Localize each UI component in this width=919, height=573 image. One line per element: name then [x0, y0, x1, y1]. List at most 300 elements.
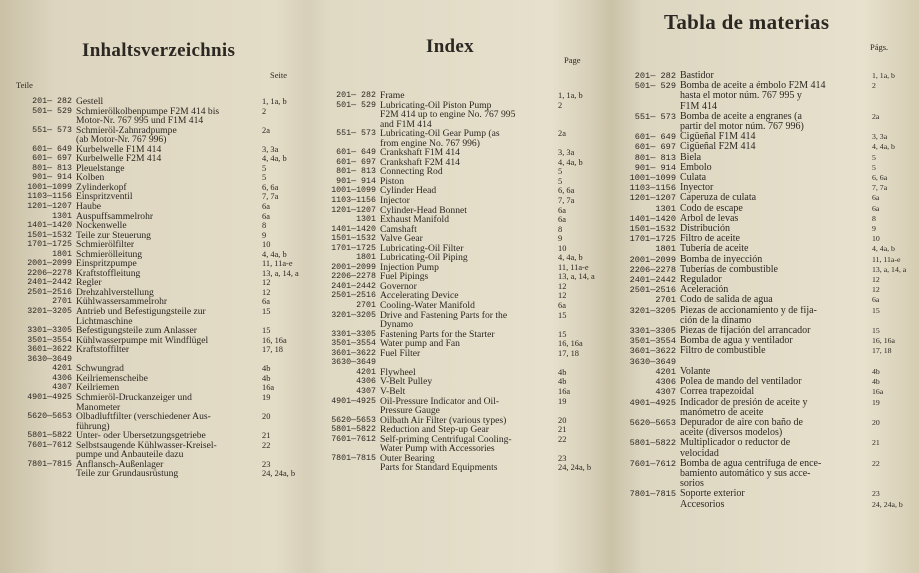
part-number-range: 2001—2099	[27, 259, 72, 269]
index-entry	[318, 177, 600, 187]
index-entry	[14, 259, 304, 269]
page-reference: 5	[872, 162, 876, 172]
entry-description: Befestigungsteile zum Anlasser	[76, 326, 197, 336]
page-reference: 4, 4a, b	[558, 157, 583, 167]
entry-description: Codo de salida de agua	[680, 295, 773, 306]
entry-description: Lubricating-Oil Filter	[380, 243, 464, 254]
index-entry	[612, 234, 908, 244]
index-entry	[612, 214, 908, 224]
part-number-range: 7801—7815	[27, 459, 72, 469]
part-number-range: 3601—3622	[27, 345, 72, 355]
index-entry	[318, 244, 600, 254]
index-entry	[318, 454, 600, 464]
page-title: Inhaltsverzeichnis	[82, 40, 236, 61]
entry-description: Self-priming Centrifugal Cooling- Water Pump with Accessories	[380, 434, 512, 454]
page-reference: 1, 1a, b	[872, 71, 895, 80]
index-entry	[14, 412, 304, 431]
entry-description: V-Belt	[380, 386, 406, 397]
index-entry	[318, 397, 600, 416]
entry-description: Schmieröl-Zahnradpumpe (ab Motor-Nr. 767 996)	[76, 125, 177, 145]
page-reference: 12	[558, 281, 567, 291]
page-reference: 15	[262, 307, 271, 317]
index-entry	[612, 132, 908, 142]
part-number-range: 551— 573	[32, 125, 72, 135]
index-entry	[612, 398, 908, 418]
part-number-range: 501— 529	[32, 106, 72, 116]
part-number-range: 2206—2278	[629, 264, 676, 275]
entry-description: Unter- oder Übersetzungsgetriebe	[76, 431, 206, 441]
entry-description: Kühlwassersammelrohr	[76, 297, 168, 308]
entry-description: Distribución	[680, 224, 730, 235]
column-header-page: Page	[564, 55, 581, 65]
entry-description: Bastidor	[680, 71, 714, 81]
index-entry	[14, 336, 304, 346]
entry-description: V-Belt Pulley	[380, 377, 433, 387]
index-entry	[612, 346, 908, 356]
entry-description: Filtro de aceite	[680, 234, 740, 245]
index-entry	[318, 387, 600, 397]
index-entry	[318, 167, 600, 177]
page-reference: 15	[872, 326, 880, 336]
index-entry	[318, 225, 600, 235]
index-entry	[612, 265, 908, 275]
entry-description: Fuel Pipings	[380, 272, 429, 282]
page-reference: 11, 11a-e	[872, 254, 901, 264]
entry-description: Frame	[380, 91, 405, 101]
entry-description: Cooling-Water Manifold	[380, 301, 475, 311]
part-number-range: 1401—1420	[331, 224, 376, 234]
entry-description: Bomba de aceite a émbolo F2M 414 hasta el motor núm. 767 995 y F1M 414	[680, 81, 826, 112]
index-entry	[14, 355, 304, 365]
part-number-range: 4306	[52, 373, 72, 383]
page-reference: 15	[262, 326, 271, 336]
index-entry	[612, 357, 908, 367]
part-number-range: 901— 914	[32, 173, 72, 183]
page-reference: 2a	[262, 125, 270, 135]
index-entry	[14, 460, 304, 470]
index-entry	[612, 193, 908, 203]
entry-description: Reduction and Step-up Gear	[380, 425, 489, 435]
page-reference: 12	[262, 287, 271, 297]
part-number-range: 7601—7612	[331, 434, 376, 444]
page-reference: 7, 7a	[872, 183, 888, 193]
page-reference: 12	[872, 275, 880, 285]
part-number-range: 2701	[356, 301, 376, 311]
part-number-range: 3201—3205	[331, 310, 376, 320]
page-reference: 6a	[262, 202, 270, 212]
part-number-range: 601— 649	[336, 148, 376, 158]
page-reference: 24, 24a, b	[558, 463, 592, 473]
part-number-range: 4306	[356, 377, 376, 387]
entry-description: Oilbath Air Filter (various types)	[380, 415, 507, 426]
index-entry	[318, 186, 600, 196]
entry-description: Soporte exterior	[680, 489, 745, 500]
entry-description: Injection Pump	[380, 262, 439, 273]
part-number-range: 1401—1420	[27, 221, 72, 231]
page-reference: 11, 11a-e	[558, 262, 589, 272]
page-reference: 3, 3a	[872, 132, 888, 142]
part-number-range: 2206—2278	[331, 272, 376, 282]
part-number-range: 5620—5653	[331, 415, 376, 425]
page-reference: 20	[262, 412, 271, 422]
index-entry	[14, 307, 304, 326]
part-number-range: 3601—3622	[331, 348, 376, 358]
page-reference: 17, 18	[262, 345, 283, 355]
page-reference: 6, 6a	[262, 182, 279, 192]
page-reference: 23	[558, 453, 567, 463]
part-number-range: 551— 573	[634, 111, 676, 122]
part-number-range: 3601—3622	[629, 346, 676, 357]
entry-description: Depurador de aire con baño de aceite (diversos modelos)	[680, 417, 803, 439]
entry-description: Flywheel	[380, 367, 416, 378]
entry-description: Bomba de inyección	[680, 254, 763, 265]
part-number-range: 4307	[356, 386, 376, 396]
entry-description: Bomba de agua y ventilador	[680, 336, 793, 347]
entry-description: Volante	[680, 366, 711, 377]
entry-description: Connecting Rod	[380, 167, 443, 177]
part-number-range: 7801—7815	[331, 453, 376, 463]
page-reference: 20	[872, 417, 880, 427]
entry-description: Piezas de fijación del arrancador	[680, 326, 811, 337]
entry-description: Valve Gear	[380, 234, 423, 244]
entry-description: Lubricating-Oil Piston Pump F2M 414 up to engine No. 767 995 and F1M 414	[380, 100, 516, 130]
part-number-range: 1201—1207	[27, 202, 72, 212]
entry-description: Auspuffsammelrohr	[76, 211, 154, 222]
page-english	[318, 0, 600, 573]
index-entry	[612, 163, 908, 173]
part-number-range: 1103—1156	[27, 192, 72, 202]
index-entry	[318, 148, 600, 158]
index-entry	[14, 192, 304, 202]
part-number-range: 1701—1725	[27, 240, 72, 250]
index-entry	[14, 212, 304, 222]
part-number-range: 3301—3305	[629, 326, 676, 337]
part-number-range: 1401—1420	[629, 213, 676, 224]
entry-description: Camshaft	[380, 224, 417, 235]
index-entry	[14, 469, 304, 479]
page-reference: 13, a, 14, a	[558, 272, 595, 282]
entry-description: Schmierölleitung	[76, 249, 143, 260]
page-reference: 23	[262, 459, 271, 469]
entry-description: Oil-Pressure Indicator and Oil- Pressure Gauge	[380, 396, 500, 416]
entry-description: Antrieb und Befestigungsteile zur Lichtmaschine	[76, 307, 206, 327]
part-number-range: 7801—7815	[629, 489, 676, 500]
page-reference: 6a	[262, 211, 270, 221]
part-number-range: 7601—7612	[629, 458, 676, 469]
page-reference: 15	[558, 310, 567, 320]
part-number-range: 2401—2442	[27, 278, 72, 288]
entry-description: Kühlwasserpumpe mit Windflügel	[76, 335, 209, 346]
index-list	[318, 91, 600, 473]
part-number-range: 5620—5653	[27, 412, 72, 422]
part-number-range: 1501—1532	[331, 234, 376, 244]
page-reference: 4b	[262, 364, 271, 374]
part-number-range: 1201—1207	[629, 193, 676, 204]
page-reference: 6a	[872, 203, 880, 213]
part-number-range: 2501—2516	[27, 287, 72, 297]
index-entry	[612, 438, 908, 458]
page-reference: 16, 16a	[558, 339, 583, 349]
page-reference: 6, 6a	[558, 186, 575, 196]
entry-description: Regler	[76, 278, 102, 288]
part-number-range: 7601—7612	[27, 440, 72, 450]
entry-description: Nockenwelle	[76, 221, 127, 231]
entry-description: Correa trapezoidal	[680, 387, 755, 398]
entry-description: Árbol de levas	[680, 213, 739, 224]
entry-description: Parts for Standard Equipments	[380, 463, 498, 473]
page-reference: 6a	[558, 301, 566, 311]
page-reference: 6a	[872, 295, 880, 305]
index-entry	[612, 173, 908, 183]
entry-description: Cigüeñal F2M 414	[680, 142, 756, 153]
index-entry	[14, 154, 304, 164]
page-reference: 8	[872, 213, 876, 223]
index-entry	[318, 339, 600, 349]
index-entry	[14, 145, 304, 155]
page-german	[14, 0, 304, 573]
entry-description: Selbstsaugende Kühlwasser-Kreisel- pumpe und Anbauteile dazu	[76, 440, 217, 460]
entry-description: Crankshaft F2M 414	[380, 157, 460, 168]
page-reference: 16a	[558, 386, 571, 396]
page-reference: 4b	[558, 367, 567, 377]
part-number-range: 201— 282	[336, 91, 376, 100]
part-number-range: 4901—4925	[331, 396, 376, 406]
page-reference: 6a	[262, 297, 270, 307]
entry-description: Multiplicador o reductor de velocidad	[680, 438, 791, 459]
page-reference: 3, 3a	[262, 144, 279, 154]
index-entry	[318, 129, 600, 148]
index-entry	[612, 255, 908, 265]
entry-description: Bomba de aceite a engranes (a partir del motor núm. 767 996)	[680, 111, 804, 133]
entry-description: Émbolo	[680, 162, 712, 173]
index-entry	[318, 234, 600, 244]
page-reference: 22	[872, 458, 880, 468]
index-entry	[14, 202, 304, 212]
page-reference: 19	[558, 396, 567, 406]
entry-description: Kurbelwelle F1M 414	[76, 144, 162, 155]
entry-description: Outer Bearing	[380, 453, 435, 464]
index-entry	[318, 358, 600, 368]
part-number-range: 1501—1532	[27, 230, 72, 240]
page-reference: 20	[558, 415, 567, 425]
page-reference: 8	[558, 224, 563, 234]
page-reference: 12	[558, 291, 567, 301]
page-reference: 2	[872, 81, 876, 91]
page-reference: 9	[262, 230, 267, 240]
part-number-range: 3501—3554	[629, 336, 676, 347]
entry-description: Zylinderkopf	[76, 182, 127, 193]
index-entry	[612, 500, 908, 510]
page-reference: 2	[262, 106, 267, 116]
entry-description: Lubricating-Oil Gear Pump (as from engine No. 767 996)	[380, 129, 500, 149]
part-number-range: 3501—3554	[331, 339, 376, 349]
part-number-range: 1801	[356, 253, 376, 263]
index-entry	[612, 142, 908, 152]
part-number-range: 601— 649	[32, 144, 72, 154]
page-reference: 15	[558, 329, 567, 339]
index-entry	[14, 221, 304, 231]
part-number-range: 1103—1156	[629, 183, 676, 194]
page-reference: 4b	[558, 377, 567, 387]
part-number-range: 3630—3649	[27, 354, 72, 364]
index-entry	[612, 387, 908, 397]
page-reference: 22	[262, 440, 271, 450]
index-entry	[14, 297, 304, 307]
page-reference: 5	[558, 176, 563, 186]
index-entry	[14, 326, 304, 336]
index-entry	[14, 364, 304, 374]
part-number-range: 3301—3305	[331, 329, 376, 339]
part-number-range: 501— 529	[634, 81, 676, 92]
page-reference: 6a	[558, 215, 566, 225]
index-entry	[318, 206, 600, 216]
part-number-range: 1501—1532	[629, 224, 676, 235]
entry-description: Gestell	[76, 97, 104, 107]
index-entry	[318, 263, 600, 273]
index-entry	[14, 345, 304, 355]
page-reference: 16a	[262, 383, 275, 393]
part-number-range: 2701	[52, 297, 72, 307]
part-number-range: 2501—2516	[331, 291, 376, 301]
page-reference: 19	[872, 397, 880, 407]
index-entry	[318, 196, 600, 206]
page-reference: 24, 24a, b	[262, 469, 296, 479]
part-number-range: 5801—5822	[629, 438, 676, 449]
entry-description: Drive and Fastening Parts for the Dynamo	[380, 310, 508, 330]
entry-description: Cylinder-Head Bonnet	[380, 205, 467, 216]
part-number-range: 5620—5653	[629, 417, 676, 428]
entry-description: Biela	[680, 152, 702, 163]
entry-description: Injector	[380, 196, 410, 206]
index-entry	[318, 282, 600, 292]
page-reference: 4, 4a, b	[872, 142, 895, 152]
page-reference: 7, 7a	[558, 196, 575, 206]
index-list	[14, 97, 304, 479]
index-list	[612, 71, 908, 510]
index-entry	[14, 240, 304, 250]
part-number-range: 4307	[655, 387, 676, 398]
page-reference: 16, 16a	[872, 336, 895, 346]
part-number-range: 1801	[655, 244, 676, 255]
index-entry	[318, 291, 600, 301]
page-reference: 16, 16a	[262, 335, 287, 345]
part-number-range: 4901—4925	[629, 397, 676, 408]
part-number-range: 2701	[655, 295, 676, 306]
entry-description: Keilriemen	[76, 383, 120, 393]
index-entry	[14, 374, 304, 384]
part-number-range: 1001—1099	[27, 182, 72, 192]
page-title: Tabla de materias	[664, 10, 830, 34]
entry-description: Tubería de aceite	[680, 244, 749, 255]
part-number-range: 801— 813	[634, 152, 676, 163]
entry-description: Cylinder Head	[380, 186, 437, 197]
page-reference: 6a	[872, 193, 880, 203]
page-reference: 5	[872, 152, 876, 162]
entry-description: Schwungrad	[76, 364, 124, 374]
index-entry	[318, 253, 600, 263]
entry-description: Governor	[380, 281, 417, 292]
entry-description: Culata	[680, 173, 707, 184]
part-number-range: 2401—2442	[331, 281, 376, 291]
index-entry	[14, 126, 304, 145]
entry-description: Fuel Filter	[380, 348, 421, 359]
page-reference: 19	[262, 392, 271, 402]
page-reference: 21	[872, 438, 880, 448]
entry-description: Lubricating-Oil Piping	[380, 253, 468, 263]
entry-description: Polea de mando del ventilador	[680, 377, 802, 388]
entry-description: Haube	[76, 202, 102, 212]
page-reference: 2	[558, 100, 563, 110]
page-reference: 4b	[872, 377, 880, 387]
part-number-range: 1701—1725	[629, 234, 676, 245]
part-number-range: 4307	[52, 383, 72, 393]
part-number-range: 1201—1207	[331, 205, 376, 215]
page-reference: 2a	[872, 111, 880, 121]
entry-description: Bomba de agua centrífuga de ence- bamiento automático y sus acce- sorios	[680, 458, 822, 490]
entry-description: Codo de escape	[680, 203, 743, 214]
entry-description: Kraftstoffleitung	[76, 268, 141, 279]
index-entry	[14, 183, 304, 193]
part-number-range: 501— 529	[336, 100, 376, 110]
part-number-range: 2206—2278	[27, 268, 72, 278]
entry-description: Regulador	[680, 275, 722, 286]
entry-description: Teile zur Steuerung	[76, 230, 151, 241]
index-entry	[318, 435, 600, 454]
index-entry	[612, 275, 908, 285]
page-reference: 4, 4a, b	[262, 154, 287, 164]
page-reference: 4, 4a, b	[262, 249, 287, 259]
entry-description: Ölbadluftfilter (verschiedener Aus- führung)	[76, 412, 211, 432]
index-entry	[612, 244, 908, 254]
entry-description: Pleuelstange	[76, 163, 125, 174]
page-reference: 15	[872, 305, 880, 315]
index-entry	[14, 278, 304, 288]
page-reference: 12	[262, 278, 271, 288]
index-entry	[318, 463, 600, 473]
entry-description: Water pump and Fan	[380, 339, 460, 349]
index-entry	[318, 425, 600, 435]
entry-description: Anflansch-Außenlager	[76, 459, 164, 470]
index-entry	[14, 269, 304, 279]
index-entry	[612, 418, 908, 438]
entry-description: Einspritzventil	[76, 192, 133, 203]
entry-description: Schmierölkolbenpumpe F2M 414 bis Motor-Nr. 767 995 und F1M 414	[76, 106, 220, 126]
page-reference: 17, 18	[558, 348, 579, 358]
page-reference: 23	[872, 489, 880, 499]
column-header-parts: Teile	[16, 80, 33, 90]
index-entry	[612, 489, 908, 499]
page-spanish	[612, 0, 908, 573]
page-reference: 5	[262, 163, 267, 173]
page-reference: 2a	[558, 129, 566, 139]
page-reference: 7, 7a	[262, 192, 279, 202]
part-number-range: 601— 649	[634, 132, 676, 143]
part-number-range: 3630—3649	[331, 358, 376, 368]
part-number-range: 1701—1725	[331, 243, 376, 253]
index-entry	[612, 204, 908, 214]
entry-description: Drehzahlverstellung	[76, 287, 154, 298]
entry-description: Accelerating Device	[380, 291, 459, 302]
entry-description: Schmierölfilter	[76, 240, 135, 250]
entry-description: Kolben	[76, 173, 105, 183]
index-entry	[318, 377, 600, 387]
page-reference: 4b	[262, 373, 271, 383]
page-reference: 8	[262, 221, 267, 231]
entry-description: Crankshaft F1M 414	[380, 148, 460, 158]
index-entry	[14, 431, 304, 441]
index-entry	[14, 393, 304, 412]
index-entry	[14, 441, 304, 460]
